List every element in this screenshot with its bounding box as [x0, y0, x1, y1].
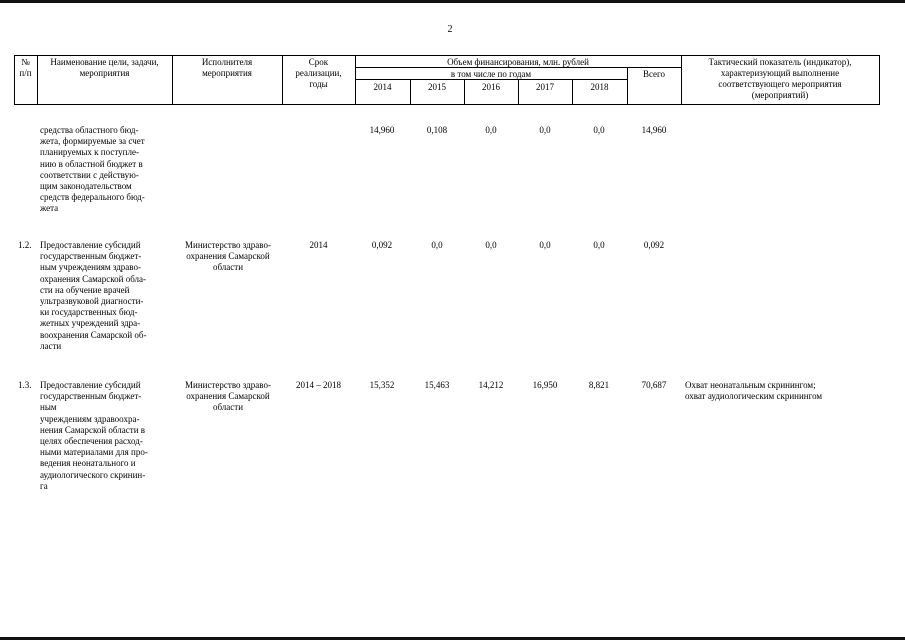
- table-header-bottom-line: [14, 104, 880, 105]
- row-value-2015: 15,463: [424, 380, 450, 390]
- row-value-2018: 0,0: [593, 125, 605, 135]
- header-year-2016: 2016: [482, 82, 500, 92]
- row-value-2014: 14,960: [369, 125, 395, 135]
- row-value-2014: 15,352: [369, 380, 395, 390]
- row-name: Предоставление субсидий государственным бюджет- ным учреждениям здраво- охранения Самарской обла- сти на обучение врачей ультразвуковой диагности- ки государственных бюд- жетных учреждений здра- воохранения Самарской об- ласти: [40, 240, 147, 351]
- header-year-2014: 2014: [373, 82, 392, 92]
- header-year-2018: 2018: [590, 82, 609, 92]
- row-name: средства областного бюд- жета, формируемые за счет планируемых к поступле- нию в областной бюджет в соответствии с действую- щим законодательством средств федерального бюд- жета: [40, 125, 145, 214]
- row-indicator: Охват неонатальным скринингом; охват аудиологическим скринингом: [685, 380, 823, 402]
- row-num: 1.3.: [18, 380, 32, 390]
- row-executor: Министерство здраво- охранения Самарской области: [185, 380, 271, 413]
- row-term: 2014: [309, 240, 328, 250]
- row-value-2016: 0,0: [485, 240, 497, 250]
- header-num: № п/п: [19, 57, 32, 78]
- header-financing: Объем финансирования, млн. рублей: [447, 57, 589, 67]
- header-year-2015: 2015: [428, 82, 446, 92]
- row-value-2017: 0,0: [539, 125, 551, 135]
- header-total: Всего: [642, 69, 666, 79]
- header-year-2017: 2017: [536, 82, 554, 92]
- row-value-2017: 0,0: [539, 240, 551, 250]
- row-value-2018: 0,0: [593, 240, 605, 250]
- row-total: 70,687: [641, 380, 667, 390]
- row-value-2017: 16,950: [532, 380, 558, 390]
- row-value-2014: 0,092: [371, 240, 393, 250]
- col-divider: [879, 55, 880, 105]
- row-value-2016: 14,212: [478, 380, 504, 390]
- scan-top-border: [0, 0, 905, 3]
- header-indicator: Тактический показатель (индикатор), характеризующий выполнение соответствующего мероприятия (мероприятий): [708, 57, 852, 100]
- row-num: 1.2.: [18, 240, 32, 250]
- page-number: 2: [447, 24, 453, 35]
- header-term: Срок реализации, годы: [295, 57, 342, 89]
- row-total: 14,960: [641, 125, 667, 135]
- row-value-2015: 0,0: [431, 240, 443, 250]
- row-value-2018: 8,821: [588, 380, 610, 390]
- row-term: 2014 – 2018: [296, 380, 341, 390]
- row-total: 0,092: [643, 240, 665, 250]
- header-by-years: в том числе по годам: [450, 69, 532, 79]
- row-executor: Министерство здраво- охранения Самарской области: [185, 240, 271, 273]
- header-name: Наименование цели, задачи, мероприятия: [50, 57, 159, 78]
- table-top-line: [14, 55, 880, 56]
- row-value-2015: 0,108: [426, 125, 448, 135]
- row-value-2016: 0,0: [485, 125, 497, 135]
- header-executor: Исполнителя мероприятия: [201, 57, 253, 78]
- row-name: Предоставление субсидий государственным бюджет- ным учреждениям здравоохра- нения Самарской области в целях обеспечения расход- ными материалами для про- ведения неонатального и аудиологического скринин- га: [40, 380, 148, 491]
